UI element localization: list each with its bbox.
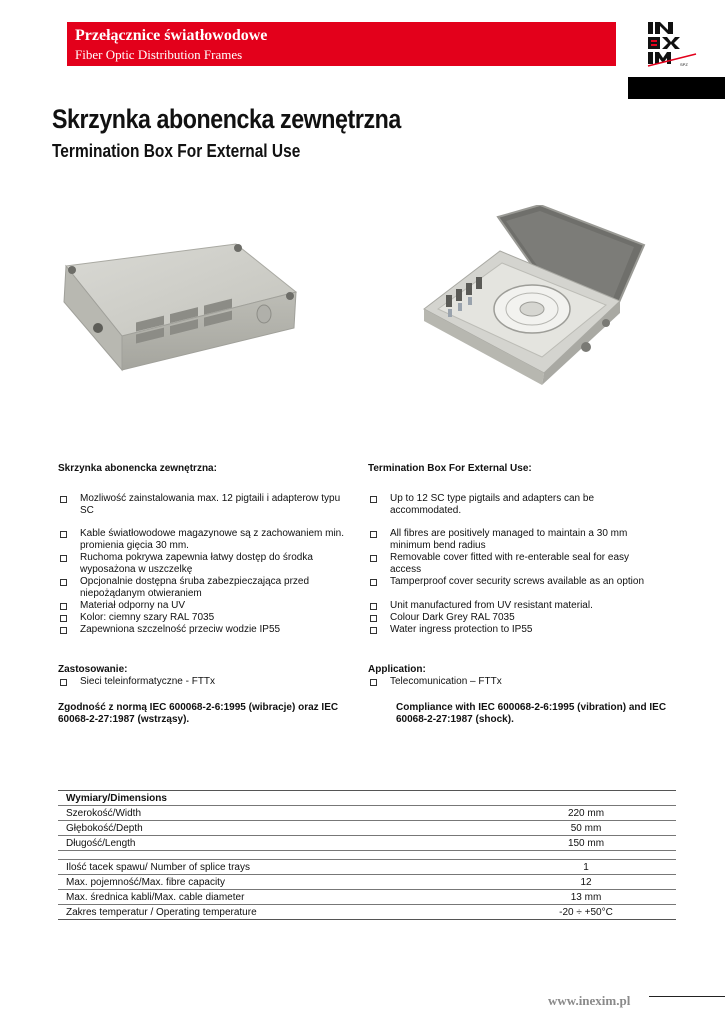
specs-heading: Wymiary/Dimensions bbox=[58, 791, 676, 806]
page-title-pl: Skrzynka abonencka zewnętrzna bbox=[52, 104, 401, 134]
list-item: Removable cover fitted with re-enterable seal for easy access bbox=[368, 552, 668, 576]
left-heading: Skrzynka abonencka zewnętrzna: bbox=[58, 463, 217, 474]
list-item: Kolor: ciemny szary RAL 7035 bbox=[58, 612, 350, 624]
table-row bbox=[58, 806, 676, 821]
right-standard: Compliance with IEC 600068-2-6:1995 (vibration) and IEC 60068-2-27:1987 (shock). bbox=[396, 702, 667, 725]
spec-label: Głębokość/Depth bbox=[58, 821, 496, 836]
list-item: Opcjonalnie dostępna śruba zabezpieczająca przed niepożądanym otwieraniem bbox=[58, 576, 350, 600]
list-item: Telecomunication – FTTx bbox=[368, 676, 668, 688]
table-row bbox=[58, 836, 676, 851]
list-item: Materiał odporny na UV bbox=[58, 600, 350, 612]
table-spacer-row bbox=[58, 851, 676, 860]
list-item: Mozliwość zainstalowania max. 12 pigtaili i adapterow typu SC bbox=[58, 493, 350, 517]
list-item: Zapewniona szczelność przeciw wodzie IP55 bbox=[58, 624, 350, 636]
list-item: Tamperproof cover security screws available as an option bbox=[368, 576, 668, 588]
header-banner bbox=[67, 22, 616, 66]
spec-label: Zakres temperatur / Operating temperature bbox=[58, 905, 496, 920]
spec-value: -20 ÷ +50°C bbox=[496, 905, 676, 920]
spec-label: Ilość tacek spawu/ Number of splice trays bbox=[58, 860, 496, 875]
list-item: Sieci teleinformatyczne - FTTx bbox=[58, 676, 350, 688]
header-black-tab bbox=[628, 77, 725, 99]
list-item: Water ingress protection to IP55 bbox=[368, 624, 668, 636]
right-application-list bbox=[368, 676, 668, 688]
left-feature-list bbox=[58, 493, 350, 636]
page-title-en: Termination Box For External Use bbox=[52, 141, 301, 161]
table-row bbox=[58, 821, 676, 836]
right-heading: Termination Box For External Use: bbox=[368, 463, 532, 474]
list-item: Ruchoma pokrywa zapewnia łatwy dostęp do środka wyposażona w uszczelkę bbox=[58, 552, 350, 576]
list-item: Kable światłowodowe magazynowe są z zachowaniem min. promienia gięcia 30 mm. bbox=[58, 528, 350, 552]
spec-label: Długość/Length bbox=[58, 836, 496, 851]
left-standard: Zgodność z normą IEC 600068-2-6:1995 (wibracje) oraz IEC 60068-2-27:1987 (wstrząsy). bbox=[58, 702, 339, 725]
list-item: Unit manufactured from UV resistant material. bbox=[368, 600, 668, 612]
left-application-heading: Zastosowanie: bbox=[58, 664, 128, 675]
table-row bbox=[58, 890, 676, 905]
spec-label: Max. pojemność/Max. fibre capacity bbox=[58, 875, 496, 890]
header-title-pl: Przełącznice światłowodowe bbox=[75, 27, 268, 44]
spec-label: Szerokość/Width bbox=[58, 806, 496, 821]
footer-divider bbox=[649, 996, 725, 997]
right-feature-list bbox=[368, 493, 668, 636]
spec-value: 50 mm bbox=[496, 821, 676, 836]
table-row bbox=[58, 875, 676, 890]
list-item: All fibres are positively managed to maintain a 30 mm minimum bend radius bbox=[368, 528, 668, 552]
open-termination-box-photo-icon bbox=[420, 205, 652, 385]
spec-value: 12 bbox=[496, 875, 676, 890]
left-column bbox=[58, 463, 350, 726]
list-item: Colour Dark Grey RAL 7035 bbox=[368, 612, 668, 624]
left-application-list bbox=[58, 676, 350, 688]
spec-value: 150 mm bbox=[496, 836, 676, 851]
table-row bbox=[58, 905, 676, 920]
inexim-logo-icon bbox=[646, 20, 700, 68]
specs-table bbox=[58, 790, 676, 920]
spec-value: 1 bbox=[496, 860, 676, 875]
spec-label: Max. średnica kabli/Max. cable diameter bbox=[58, 890, 496, 905]
right-application-heading: Application: bbox=[368, 664, 426, 675]
table-header-row bbox=[58, 791, 676, 806]
table-spacer bbox=[58, 851, 676, 860]
spec-value: 220 mm bbox=[496, 806, 676, 821]
header-title-en: Fiber Optic Distribution Frames bbox=[75, 47, 243, 62]
table-row bbox=[58, 860, 676, 875]
list-item: Up to 12 SC type pigtails and adapters can be accommodated. bbox=[368, 493, 668, 517]
spec-value: 13 mm bbox=[496, 890, 676, 905]
right-column bbox=[368, 463, 668, 726]
svg-text:SPZ: SPZ bbox=[680, 62, 688, 67]
footer-url-link[interactable]: www.inexim.pl bbox=[548, 993, 631, 1008]
closed-termination-box-photo-icon bbox=[58, 232, 302, 384]
